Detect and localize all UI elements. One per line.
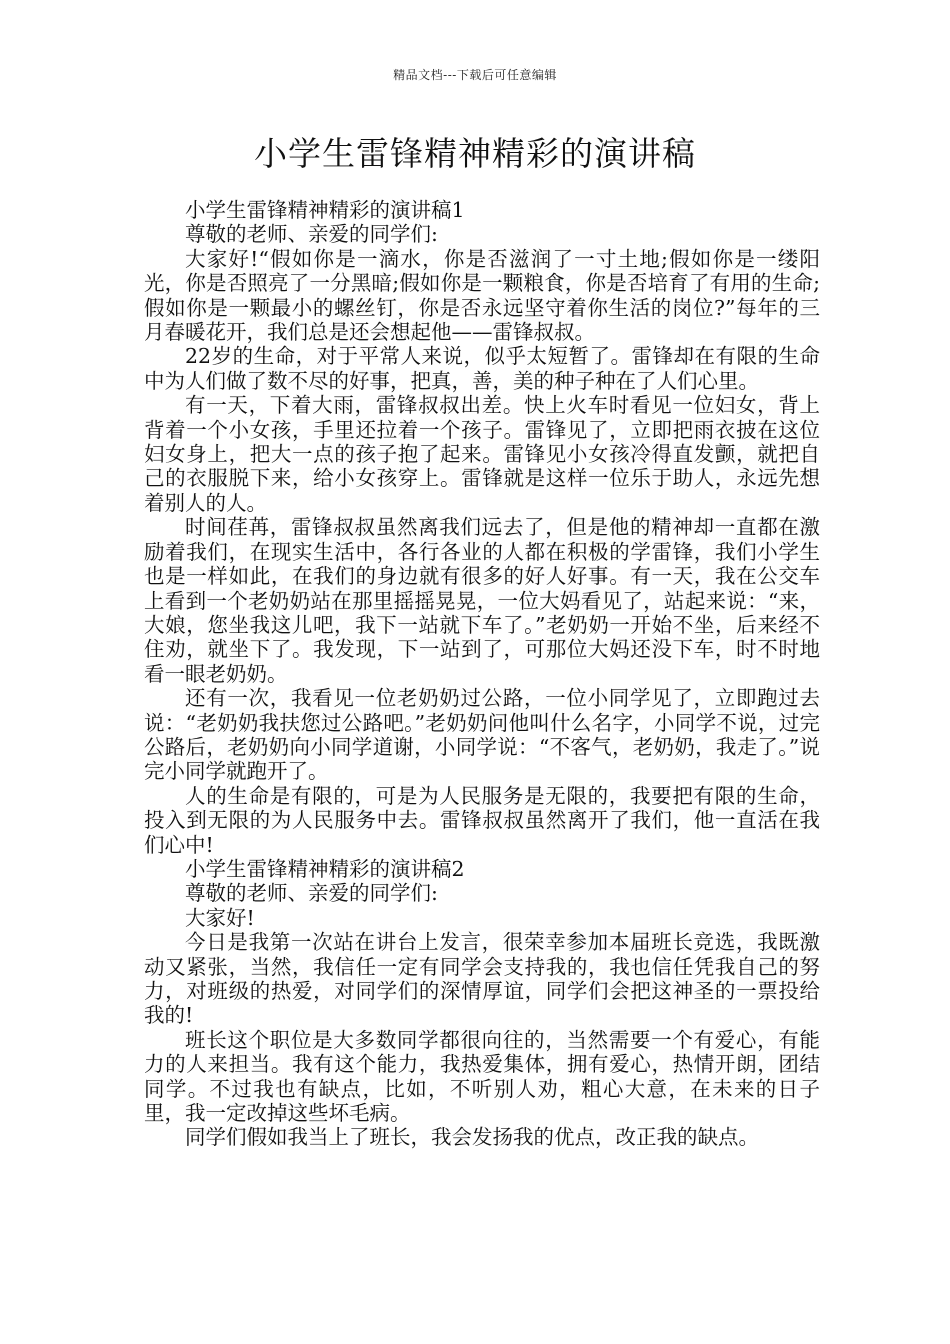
body-paragraph: 22岁的生命，对于平常人来说，似乎太短暂了。雷锋却在有限的生命中为人们做了数不尽的好事，把真，善，美的种子种在了人们心里。 (144, 344, 820, 393)
greeting: 大家好! (185, 905, 255, 930)
salutation: 尊敬的老师、亲爱的同学们: (185, 881, 438, 906)
header-note: 精品文档---下载后可任意编辑 (393, 68, 557, 82)
body-paragraph: 人的生命是有限的，可是为人民服务是无限的，我要把有限的生命，投入到无限的为人民服务中去。雷锋叔叔虽然离开了我们，他一直活在我们心中! (144, 783, 820, 857)
speech-heading-2: 小学生雷锋精神精彩的演讲稿2 (185, 856, 465, 881)
body-paragraph: 有一天，下着大雨，雷锋叔叔出差。快上火车时看见一位妇女，背上背着一个小女孩，手里还拉着一个孩子。雷锋见了，立即把雨衣披在这位妇女身上，把大一点的孩子抱了起来。雷锋见小女孩冷得直发颤，就把自己的衣服脱下来，给小女孩穿上。雷锋就是这样一位乐于助人，永远先想着别人的人。 (144, 393, 820, 515)
body-paragraph: 还有一次，我看见一位老奶奶过公路，一位小同学见了，立即跑过去说：“老奶奶我扶您过公路吧。”老奶奶问他叫什么名字，小同学不说，过完公路后，老奶奶向小同学道谢，小同学说：“不客气，老奶奶，我走了。”说完小同学就跑开了。 (144, 686, 820, 784)
body-paragraph: 班长这个职位是大多数同学都很向往的，当然需要一个有爱心，有能力的人来担当。我有这个能力，我热爱集体，拥有爱心，热情开朗，团结同学。不过我也有缺点，比如，不听别人劝，粗心大意，在未来的日子里，我一定改掉这些坏毛病。 (144, 1027, 820, 1126)
speech-heading-1: 小学生雷锋精神精彩的演讲稿1 (185, 198, 465, 222)
body-paragraph: 今日是我第一次站在讲台上发言，很荣幸参加本届班长竞选，我既激动又紧张，当然，我信任一定有同学会支持我的，我也信任凭我自己的努力，对班级的热爱，对同学们的深情厚谊，同学们会把这神圣的一票投给我的! (144, 930, 820, 1028)
body-paragraph: 时间荏苒，雷锋叔叔虽然离我们远去了，但是他的精神却一直都在激励着我们，在现实生活中，各行各业的人都在积极的学雷锋，我们小学生也是一样如此，在我们的身边就有很多的好人好事。有一天，我在公交车上看到一个老奶奶站在那里摇摇晃晃，一位大妈看见了，站起来说：“来，大娘，您坐我这儿吧，我下一站就下车了。”老奶奶一开始不坐，后来经不住劝，就坐下了。我发现，下一站到了，可那位大妈还没下车，时不时地看一眼老奶奶。 (144, 515, 820, 686)
document-title: 小学生雷锋精神精彩的演讲稿 (254, 134, 696, 173)
document-body (144, 198, 820, 1150)
body-paragraph: 大家好!“假如你是一滴水，你是否滋润了一寸土地;假如你是一缕阳光，你是否照亮了一分黑暗;假如你是一颗粮食，你是否培育了有用的生命;假如你是一颗最小的螺丝钉，你是否永远坚守着你生活的岗位?”每年的三月春暖花开，我们总是还会想起他——雷锋叔叔。 (144, 246, 820, 345)
salutation: 尊敬的老师、亲爱的同学们: (185, 222, 438, 247)
body-paragraph: 同学们假如我当上了班长，我会发扬我的优点，改正我的缺点。 (185, 1125, 759, 1150)
